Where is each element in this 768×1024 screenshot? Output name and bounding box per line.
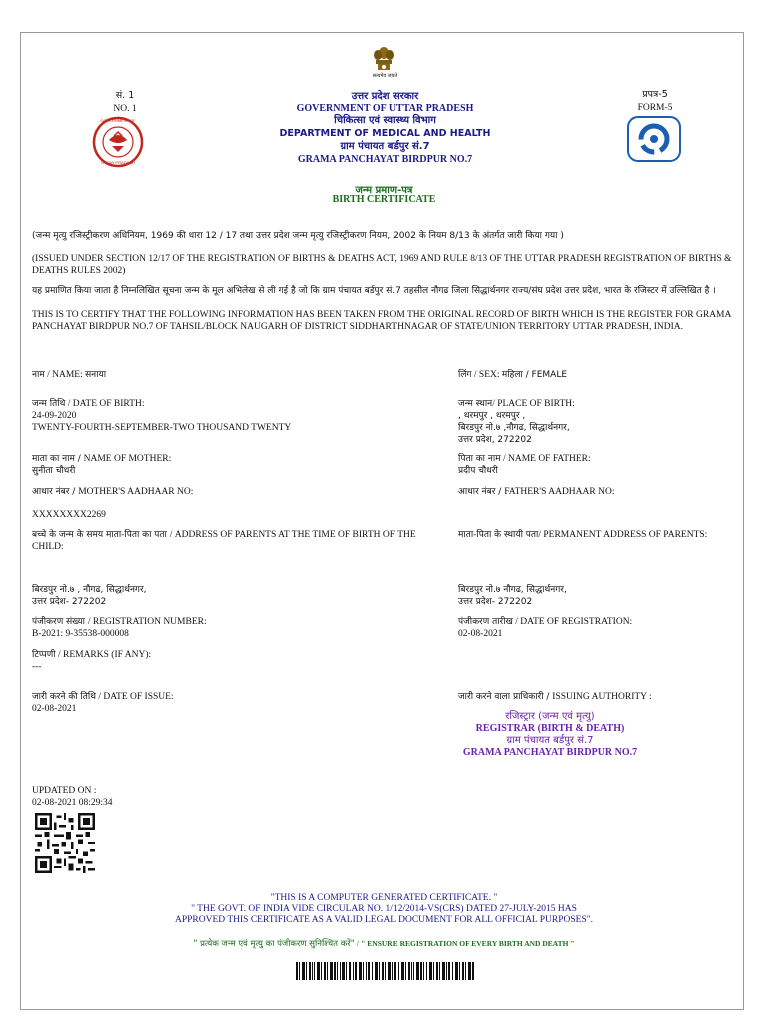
issue-date-label-hi: जारी करने की तिथि	[32, 692, 96, 702]
issued-under-hi: (जन्म मृत्यु रजिस्ट्रीकरण अधिनियम, 1969 की धारा 12 / 17 तथा उत्तर प्रदेश जन्म मृत्यु रजिस्ट्रीकरण नियम, 2002 के नियम 8/13 के अंतर्गत जारी किया गया )	[32, 231, 564, 241]
address-at-birth-value	[32, 584, 432, 608]
registration-number-value: B-2021: 9-35538-000008	[32, 629, 129, 639]
authority-office-hi: ग्राम पंचायत बर्डपुर सं.7	[506, 735, 594, 746]
name-field	[32, 369, 412, 381]
permanent-address-line2: उत्तर प्रदेश- 272202	[458, 597, 533, 607]
dept-title-hi: चिकित्सा एवं स्वास्थ्य विभाग	[334, 115, 436, 126]
registration-date-label-hi: पंजीकरण तारीख	[458, 617, 513, 627]
crs-logo-icon	[627, 116, 681, 162]
address-at-birth-line1: बिरडपुर नो.७ , नौगढ, सिद्धार्थनगर,	[32, 585, 147, 595]
certificate-title-en: BIRTH CERTIFICATE	[332, 194, 436, 205]
sex-value: महिला / FEMALE	[501, 370, 568, 380]
pob-label-en: / PLACE OF BIRTH:	[492, 399, 575, 409]
registration-date-label-en: / DATE OF REGISTRATION:	[512, 617, 633, 627]
updated-on-value: 02-08-2021 08:29:34	[32, 798, 113, 808]
certify-text-hi: यह प्रमाणित किया जाता है निम्नलिखित सूचना जन्म के मूल अभिलेख से ली गई है जो कि ग्राम पंचायत बर्डपुर सं.7 तहसील नौगढ जिला सिद्धार्थनगर राज्य/संघ प्रदेश उत्तर प्रदेश, भारत के रजिस्टर में उल्लिखित है ।	[32, 286, 716, 296]
issuing-authority-label-en: ISSUING AUTHORITY :	[552, 692, 652, 702]
mother-field	[32, 453, 432, 477]
issue-date-field	[32, 691, 432, 715]
father-label-en: / NAME OF FATHER:	[500, 454, 591, 464]
issue-date-label-en: / DATE OF ISSUE:	[95, 692, 174, 702]
gov-title-hi: उत्तर प्रदेश सरकार	[351, 91, 419, 102]
pob-line1: , थरमपुर , थरमपुर ,	[458, 411, 526, 421]
issuing-authority-block	[440, 711, 660, 759]
permanent-address-label	[458, 529, 738, 541]
footer-line-3: APPROVED THIS CERTIFICATE AS A VALID LEGAL DOCUMENT FOR ALL OFFICIAL PURPOSES".	[174, 915, 594, 925]
pob-label-hi: जन्म स्थान	[458, 399, 493, 409]
father-aadhaar-field	[458, 486, 738, 498]
mother-label-hi: माता का नाम /	[32, 454, 84, 464]
footer-line-1: "THIS IS A COMPUTER GENERATED CERTIFICATE. "	[270, 893, 498, 903]
remarks-label-en: / REMARKS (IF ANY):	[55, 650, 152, 660]
updated-on-label: UPDATED ON :	[32, 786, 97, 796]
authority-office-en: GRAMA PANCHAYAT BIRDPUR NO.7	[462, 747, 638, 758]
authority-registrar-hi: रजिस्ट्रार (जन्म एवं मृत्यु)	[505, 711, 595, 722]
office-title-en: GRAMA PANCHAYAT BIRDPUR NO.7	[297, 154, 473, 165]
emblem-motto: सत्यमेव जयते	[372, 73, 398, 79]
certificate-frame	[20, 32, 744, 1010]
mother-aadhaar-value: XXXXXXXX2269	[32, 510, 106, 520]
remarks-label-hi: टिप्पणी	[32, 650, 56, 660]
barcode-icon	[296, 962, 474, 980]
name-label-en: / NAME:	[44, 370, 86, 380]
address-at-birth-label-hi: बच्चे के जन्म के समय माता-पिता का पता	[32, 530, 170, 540]
dob-label-en: / DATE OF BIRTH:	[65, 399, 145, 409]
registration-number-field	[32, 616, 432, 640]
permanent-address-value	[458, 584, 738, 608]
seal-text-top: GOVERNMENT OF	[100, 118, 136, 123]
footer-notice	[100, 893, 668, 926]
permanent-address-label-en: / PERMANENT ADDRESS OF PARENTS:	[538, 530, 708, 540]
remarks-field	[32, 649, 432, 673]
mother-value: सुनीता चौधरी	[32, 466, 76, 476]
pob-field	[458, 398, 738, 446]
sex-field	[458, 369, 738, 381]
dob-field	[32, 398, 432, 434]
issue-date-value: 02-08-2021	[32, 704, 77, 714]
issued-under-en: (ISSUED UNDER SECTION 12/17 OF THE REGISTRATION OF BIRTHS & DEATHS ACT, 1969 AND RULE 8/13 OF THE UTTAR PRADESH REGISTRATION OF BIRTHS & DEATHS RULES 2002)	[32, 254, 732, 276]
footer-line-2: " THE GOVT. OF INDIA VIDE CIRCULAR NO. 1/12/2014-VS(CRS) DATED 27-JULY-2015 HAS	[191, 904, 577, 914]
office-title-hi: ग्राम पंचायत बर्डपुर सं.7	[340, 141, 430, 152]
father-label-hi: पिता का नाम	[458, 454, 501, 464]
qr-code-icon	[35, 813, 95, 873]
pob-line3: उत्तर प्रदेश, 272202	[458, 435, 532, 445]
slogan-separator: /	[354, 938, 362, 948]
form-no-en: FORM-5	[637, 103, 673, 113]
father-aadhaar-label-hi: आधार नंबर /	[458, 487, 505, 497]
name-label-hi: नाम	[32, 370, 45, 380]
seal-text-bottom: UTTAR PRADESH	[101, 160, 135, 165]
issuing-authority-label	[458, 691, 738, 703]
sex-label-en: / SEX:	[471, 370, 502, 380]
father-aadhaar-label-en: FATHER'S AADHAAR NO:	[504, 487, 615, 497]
authority-registrar-en: REGISTRAR (BIRTH & DEATH)	[475, 723, 625, 734]
certify-text-en: THIS IS TO CERTIFY THAT THE FOLLOWING INFORMATION HAS BEEN TAKEN FROM THE ORIGINAL RECORD OF BIRTH WHICH IS THE REGISTER FOR GRAMA PANCHAYAT BIRDPUR NO.7 OF TAHSIL/BLOCK NAUGARH OF DISTRICT SIDDHARTHNAGAR OF STATE/UNION TERRITORY UTTAR PRADESH, INDIA.	[32, 310, 731, 332]
mother-label-en: NAME OF MOTHER:	[83, 454, 172, 464]
slogan-en: " ENSURE REGISTRATION OF EVERY BIRTH AND DEATH "	[361, 939, 575, 948]
registration-date-value: 02-08-2021	[458, 629, 503, 639]
certificate-title-hi: जन्म प्रमाण-पत्र	[355, 185, 413, 196]
national-emblem-icon	[370, 44, 398, 74]
slogan-hi: " प्रत्येक जन्म एवं मृत्यु का पंजीकरण सुनिश्चित करें"	[193, 939, 355, 949]
form-no-hi: प्रपत्र-5	[642, 89, 668, 100]
address-at-birth-label	[32, 529, 432, 553]
address-at-birth-label-en: / ADDRESS OF PARENTS AT THE TIME OF BIRTH OF THE CHILD:	[32, 530, 416, 552]
sex-label-hi: लिंग	[458, 370, 472, 380]
updated-on-block	[32, 785, 232, 809]
name-value: सनाया	[85, 370, 107, 380]
footer-slogan	[60, 937, 708, 950]
issuing-authority-label-hi: जारी करने वाला प्राधिकारी /	[458, 692, 553, 702]
father-field	[458, 453, 738, 477]
dob-words: TWENTY-FOURTH-SEPTEMBER-TWO THOUSAND TWENTY	[32, 423, 292, 433]
registration-number-label-hi: पंजीकरण संख्या	[32, 617, 88, 627]
permanent-address-label-hi: माता-पिता के स्थायी पता	[458, 530, 539, 540]
remarks-value: ---	[32, 662, 42, 672]
father-value: प्रदीप चौधरी	[458, 466, 498, 476]
address-at-birth-line2: उत्तर प्रदेश- 272202	[32, 597, 107, 607]
dob-value: 24-09-2020	[32, 411, 77, 421]
pob-line2: बिरडपुर नो.७ ,नौगढ, सिद्धार्थनगर,	[458, 423, 570, 433]
permanent-address-line1: बिरडपुर नो.७ नौगढ, सिद्धार्थनगर,	[458, 585, 567, 595]
dob-label-hi: जन्म तिथि	[32, 399, 66, 409]
registration-number-label-en: / REGISTRATION NUMBER:	[87, 617, 207, 627]
gov-title-en: GOVERNMENT OF UTTAR PRADESH	[296, 103, 474, 114]
serial-no-hi: सं. 1	[115, 90, 135, 101]
mother-aadhaar-label-en: MOTHER'S AADHAAR NO:	[78, 487, 194, 497]
serial-no-en: NO. 1	[113, 104, 137, 114]
mother-aadhaar-label-hi: आधार नंबर /	[32, 487, 79, 497]
registration-date-field	[458, 616, 738, 640]
dept-title-en: DEPARTMENT OF MEDICAL AND HEALTH	[279, 128, 491, 139]
mother-aadhaar-field	[32, 486, 432, 498]
